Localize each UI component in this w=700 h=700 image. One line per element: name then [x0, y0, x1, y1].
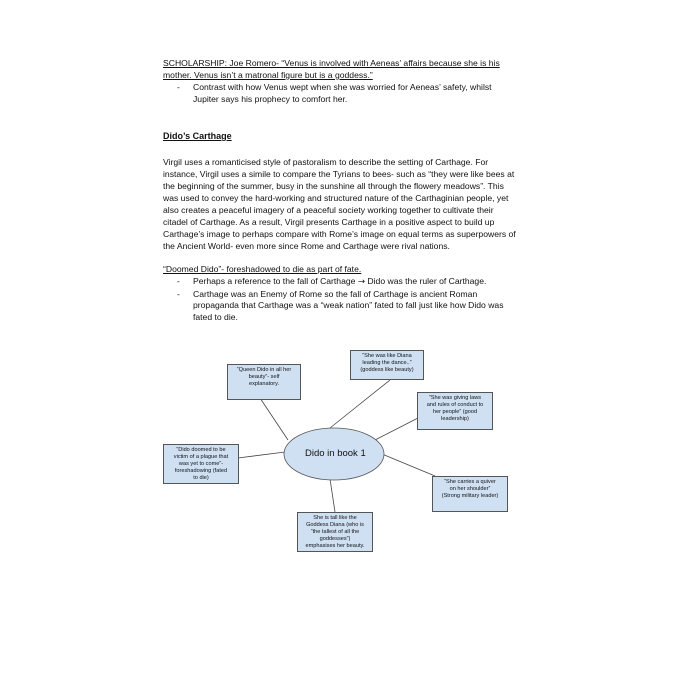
- doomed-title: “Doomed Dido”- foreshadowed to die as part of fate.: [163, 264, 362, 274]
- section-heading: Dido’s Carthage: [163, 131, 232, 141]
- center-node-label: Dido in book 1: [305, 448, 366, 459]
- node-line: “Dido doomed to be: [176, 447, 226, 453]
- node-line: and rules of conduct to: [426, 402, 484, 408]
- node-line: foreshadowing (fated: [174, 468, 228, 474]
- node-line: “She was giving laws: [428, 395, 482, 401]
- node-line: “Queen Dido in all her: [236, 367, 292, 373]
- node-line: “She was like Diana: [362, 353, 412, 359]
- mind-map-node: [417, 392, 493, 430]
- list-item: [163, 82, 492, 105]
- mind-map-node: [297, 512, 373, 552]
- mind-map-node: [432, 476, 508, 512]
- node-line: leadership): [441, 416, 469, 422]
- bullet-line: - Carthage was an Enemy of Rome so the fall of Carthage is ancient Roman: [193, 288, 478, 299]
- node-line: Goddess Diana (who is: [306, 522, 364, 528]
- scholarship-bullets: [163, 82, 492, 105]
- node-line: her people” (good: [432, 409, 478, 415]
- paragraph-line: the beginning of the summer, busy in the sunshine all through the flowery meadows”. This: [163, 181, 504, 191]
- connector-line: [260, 398, 288, 440]
- mind-map-node: [350, 350, 424, 380]
- scholarship-line-1: SCHOLARSHIP: Joe Romero- “Venus is involved with Aeneas’ affairs because she is his: [163, 58, 500, 68]
- node-line: beauty”- self: [248, 374, 280, 380]
- bullet-line: Jupiter says his prophecy to comfort her.: [193, 93, 348, 104]
- bullet-line: - Contrast with how Venus wept when she was worried for Aeneas’ safety, whilst: [193, 82, 492, 92]
- mind-map-node: [163, 444, 239, 484]
- node-line: on her shoulder”: [449, 486, 491, 492]
- node-line: leading the dance..”: [362, 360, 412, 366]
- list-item: [163, 289, 504, 324]
- paragraph-line: instance, Virgil uses a simile to compare the Tyrians to bees- such as “they were like bees at: [163, 169, 515, 179]
- connector-line: [330, 479, 335, 512]
- node-line: explanatory.: [248, 381, 280, 387]
- connector-line: [330, 380, 390, 428]
- mind-map-node: [227, 364, 301, 400]
- connector-line: [382, 454, 435, 476]
- bullet-line: fated to die.: [193, 311, 238, 322]
- node-line: was yet to come”-: [178, 461, 224, 467]
- paragraph-line: was used to convey the hard-working and structured nature of the Carthaginian people, yet: [163, 193, 509, 203]
- node-line: victim of a plague that: [173, 454, 229, 460]
- paragraph-line: the Ancient World- even more since Rome and Carthage were rival nations.: [163, 241, 450, 251]
- node-line: goddesses”): [319, 536, 351, 542]
- node-line: “the tallest of all the: [310, 529, 360, 535]
- scholarship-line-2: mother. Venus isn’t a matronal figure but is a goddess.”: [163, 70, 373, 80]
- connector-line: [375, 418, 418, 440]
- node-line: emphasises her beauty.: [305, 543, 365, 549]
- paragraph-line: Carthage’s image to perhaps compare with Rome’s image on equal terms as superpowers of: [163, 229, 516, 239]
- node-line: “She carries a quiver: [444, 479, 496, 485]
- paragraph-line: citadel of Carthage. As a result, Virgil presents Carthage in a positive aspect to build up: [163, 217, 495, 227]
- connector-line: [238, 452, 285, 458]
- doomed-bullets: [163, 276, 504, 323]
- paragraph-line: Virgil uses a romanticised style of pastoralism to describe the setting of Carthage. For: [163, 157, 489, 167]
- paragraph-line: also creates a peaceful imagery of a peaceful society working together to cultivate their: [163, 205, 494, 215]
- node-line: (Strong military leader): [441, 493, 499, 499]
- node-line: (goddess like beauty): [360, 367, 414, 373]
- arrow-icon: →: [357, 277, 366, 287]
- node-line: She is tall like the: [313, 515, 357, 521]
- bullet-line: propaganda that Carthage was a “weak nation” fated to fall just like how Dido was: [193, 300, 504, 311]
- list-item: [163, 276, 504, 289]
- bullet-text: Perhaps a reference to the fall of Carthage: [193, 276, 356, 286]
- node-line: to die): [193, 475, 209, 481]
- bullet-text: Dido was the ruler of Carthage.: [367, 276, 487, 286]
